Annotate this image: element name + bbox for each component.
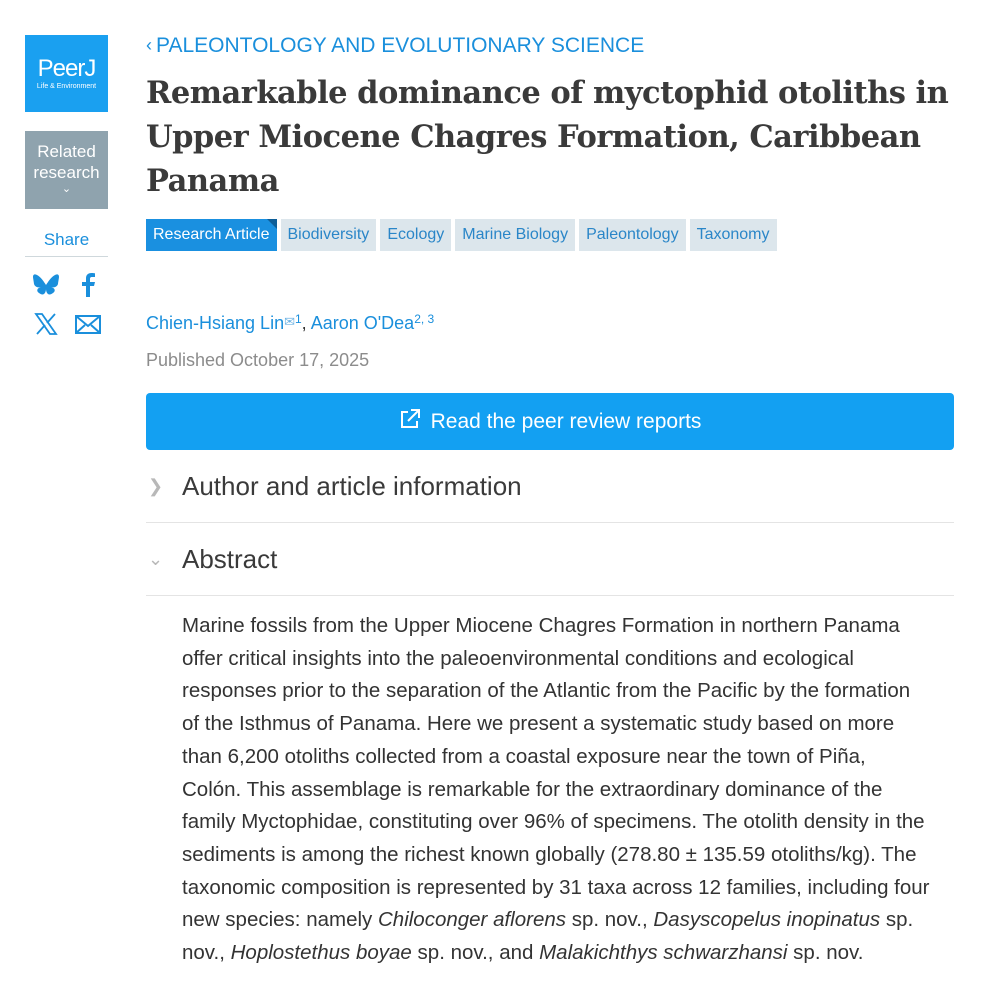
species-name: Hoplostethus boyae bbox=[230, 941, 412, 965]
peer-review-button[interactable] bbox=[146, 393, 954, 450]
author-affiliation[interactable]: 2, 3 bbox=[414, 312, 435, 326]
left-rail bbox=[25, 35, 108, 339]
author-link[interactable]: Chien-Hsiang Lin bbox=[146, 313, 285, 333]
published-date: Published October 17, 2025 bbox=[146, 350, 370, 370]
author-affiliation[interactable]: 1 bbox=[294, 312, 302, 326]
external-link-icon bbox=[399, 408, 421, 436]
subject-tags bbox=[146, 219, 954, 251]
tag-research-article[interactable]: Research Article bbox=[146, 219, 277, 251]
chevron-left-icon: ‹ bbox=[146, 35, 152, 55]
logo-subtitle: Life & Environment bbox=[36, 82, 97, 90]
email-icon[interactable] bbox=[73, 309, 103, 339]
peerj-logo[interactable] bbox=[25, 35, 108, 112]
species-name: Dasyscopelus inopinatus bbox=[653, 908, 881, 932]
author-info-section-toggle[interactable] bbox=[146, 450, 954, 523]
tag-ecology[interactable]: Ecology bbox=[380, 219, 451, 251]
species-name: Chiloconger aflorens bbox=[377, 908, 567, 932]
abstract-text-fragment: sp. nov., and bbox=[411, 941, 540, 965]
related-research-label: Related research bbox=[33, 142, 100, 182]
chevron-right-icon: ❯ bbox=[148, 475, 164, 496]
abstract-section-toggle[interactable] bbox=[146, 523, 954, 596]
author-info-heading: Author and article information bbox=[182, 470, 522, 501]
related-research-button[interactable] bbox=[25, 131, 108, 209]
author-link[interactable]: Aaron O'Dea bbox=[310, 313, 415, 333]
tag-marine-biology[interactable]: Marine Biology bbox=[455, 219, 575, 251]
abstract-heading: Abstract bbox=[182, 543, 278, 574]
tag-biodiversity[interactable]: Biodiversity bbox=[281, 219, 377, 251]
abstract-body: Marine fossils from the Upper Miocene Chagres Formation in northern Panama offer critical insights into the paleoenvironmental conditions and ecological responses prior to the separation of the Atlantic from the Pacific by the formation of the Isthmus of Panama. Here we present a systematic study based on more than 6,200 otoliths collected from a coastal exposure near the town of Piña, Colón. This assemblage is remarkable for the extraordinary dominance of the family Myctophidae, constituting over 96% of specimens. The otolith density in the sediments is among the richest known globally (278.80 ± 135.59 otoliths/kg). The taxonomic composition is represented by 31 taxa across 12 families, including four new species: namely bbox=[182, 614, 930, 932]
tag-paleontology[interactable]: Paleontology bbox=[579, 219, 686, 251]
article-main bbox=[146, 33, 954, 970]
tag-taxonomy[interactable]: Taxonomy bbox=[690, 219, 777, 251]
abstract-text-fragment: sp. nov., bbox=[182, 908, 914, 965]
chevron-down-icon: ⌄ bbox=[148, 548, 164, 569]
peer-review-label: Read the peer review reports bbox=[430, 409, 702, 433]
share-label: Share bbox=[25, 230, 108, 257]
species-name: Malakichthys schwarzhansi bbox=[539, 941, 788, 965]
breadcrumb-label: PALEONTOLOGY AND EVOLUTIONARY SCIENCE bbox=[156, 34, 645, 57]
abstract-text-fragment: sp. nov., bbox=[566, 908, 654, 932]
author-separator: , bbox=[301, 313, 311, 333]
share-icons bbox=[25, 269, 108, 339]
x-icon[interactable] bbox=[31, 309, 61, 339]
abstract-text bbox=[182, 610, 930, 970]
chevron-down-icon: ⌄ bbox=[61, 183, 72, 195]
logo-name: PeerJ bbox=[37, 54, 96, 82]
facebook-icon[interactable] bbox=[73, 269, 103, 299]
abstract-text-fragment: sp. nov. bbox=[787, 941, 864, 965]
breadcrumb[interactable] bbox=[146, 33, 954, 59]
article-title: Remarkable dominance of myctophid otoliths in Upper Miocene Chagres Formation, Caribbean Panama bbox=[146, 75, 949, 199]
bluesky-icon[interactable] bbox=[31, 269, 61, 299]
author-list bbox=[146, 306, 954, 336]
mail-icon[interactable]: ✉ bbox=[284, 314, 295, 329]
